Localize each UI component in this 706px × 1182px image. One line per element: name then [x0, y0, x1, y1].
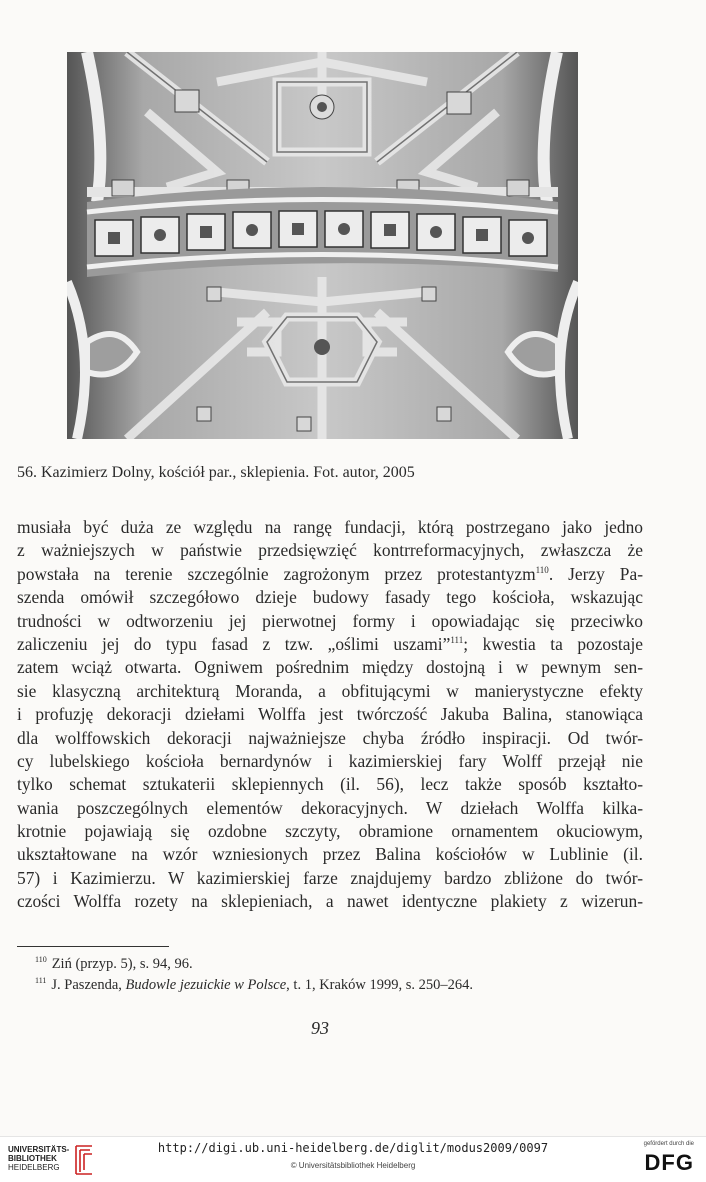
- text-line: [17, 843, 643, 866]
- text-line: [17, 867, 643, 890]
- line-text: ukształtowane na wzór wzniesionych przez Balina kościołów w Lublinie (il.: [17, 844, 643, 865]
- line-text: czości Wolffa rozety na sklepieniach, a nawet identyczne plakiety z wizerun-: [17, 891, 643, 912]
- footnote-text-after: , t. 1, Kraków 1999, s. 250–264.: [286, 977, 474, 993]
- text-line: [17, 773, 643, 796]
- text-line: [17, 586, 643, 609]
- footnote-number: 110: [35, 955, 47, 964]
- vault-photo-image: [67, 52, 578, 439]
- figure-caption: 56. Kazimierz Dolny, kościół par., sklepienia. Fot. autor, 2005: [17, 464, 415, 481]
- text-line: [17, 750, 643, 773]
- text-line: [17, 633, 643, 656]
- footnote-number: 111: [35, 976, 47, 985]
- text-line: [17, 610, 643, 633]
- line-text: powstała na terenie szczególnie zagrożonym przez protestantyzm: [17, 563, 536, 584]
- page-url-link[interactable]: http://digi.ub.uni-heidelberg.de/diglit/modus2009/0097: [157, 1141, 549, 1155]
- footnote-divider: [17, 946, 169, 947]
- line-text: i profuzję dekoracji dziełami Wolffa jest twórczość Jakuba Balina, stanowiąca: [17, 704, 643, 725]
- line-text: dla wolffowskich dekoracji najważniejsze chyba źródło inspiracji. Od twór-: [17, 727, 643, 748]
- line-text: zatem wciąż otwarta. Ogniwem pośrednim między dostojną i w pewnym sen-: [17, 657, 643, 678]
- text-line: [17, 890, 643, 913]
- footnote-title: Budowle jezuickie w Polsce: [125, 977, 287, 993]
- uni-line-1: UNIVERSITÄTS-: [8, 1145, 70, 1154]
- line-text: cy lubelskiego kościoła bernardynów i kazimierskiej fary Wolff przejął nie: [17, 750, 643, 771]
- text-line: [17, 539, 643, 562]
- body-text: [17, 516, 643, 914]
- text-line: [17, 727, 643, 750]
- text-line: [17, 516, 643, 539]
- text-line: [17, 563, 643, 586]
- line-text: szenda omówił szczegółowo dzieje budowy fasady tego kościoła, wskazując: [17, 587, 643, 608]
- footnote-ref: 110: [535, 564, 549, 575]
- text-line: [17, 703, 643, 726]
- footnote: [35, 975, 635, 996]
- text-line: [17, 680, 643, 703]
- line-text: zaliczeniu jej do typu fasad z tzw. „oślimi uszami”: [17, 633, 451, 654]
- line-text-after: ; kwestia ta pozostaje: [463, 633, 643, 654]
- dfg-logo: DFG: [644, 1150, 694, 1175]
- line-text: sie klasyczną architekturą Moranda, a obfitującymi w manierystyczne efekty: [17, 680, 643, 701]
- line-text: krotnie pojawiają się ozdobne szczyty, obramione ornamentem okuciowym,: [17, 821, 643, 842]
- line-text: wania poszczególnych elementów dekoracyjnych. W dziełach Wolffa kilka-: [17, 797, 643, 818]
- text-line: [17, 820, 643, 843]
- funded-by-label: gefördert durch die: [643, 1141, 694, 1147]
- uni-line-2: BIBLIOTHEK: [8, 1154, 57, 1163]
- uni-line-3: HEIDELBERG: [8, 1163, 60, 1172]
- footnote-text: J. Paszenda,: [51, 977, 126, 993]
- text-line: [17, 797, 643, 820]
- line-text: 57) i Kazimierzu. W kazimierskiej farze znajdujemy bardzo zbliżone do twór-: [17, 867, 643, 888]
- footnote-ref: 111: [450, 634, 464, 645]
- line-text: musiała być duża ze względu na rangę fundacji, którą postrzegano jako jedno: [17, 517, 643, 537]
- text-line: [17, 656, 643, 679]
- viewer-footer: [0, 1136, 706, 1182]
- vault-photograph: [67, 52, 578, 439]
- page-number: 93: [311, 1018, 329, 1038]
- line-text: z ważniejszych w państwie przedsięwzięć kontrreformacyjnych, zwłaszcza że: [17, 540, 643, 561]
- footnotes: [35, 954, 635, 996]
- line-text-after: . Jerzy Pa-: [548, 563, 643, 584]
- footnote: [35, 954, 635, 975]
- line-text: trudności w odtworzeniu jej pierwotnej formy i opowiadając się przeciwko: [17, 610, 643, 631]
- copyright-notice: © Universitätsbibliothek Heidelberg: [290, 1161, 416, 1170]
- footnote-text: Ziń (przyp. 5), s. 94, 96.: [51, 956, 193, 972]
- line-text: tylko schemat sztukaterii sklepiennych (il. 56), lecz także sposób kształto-: [17, 774, 643, 795]
